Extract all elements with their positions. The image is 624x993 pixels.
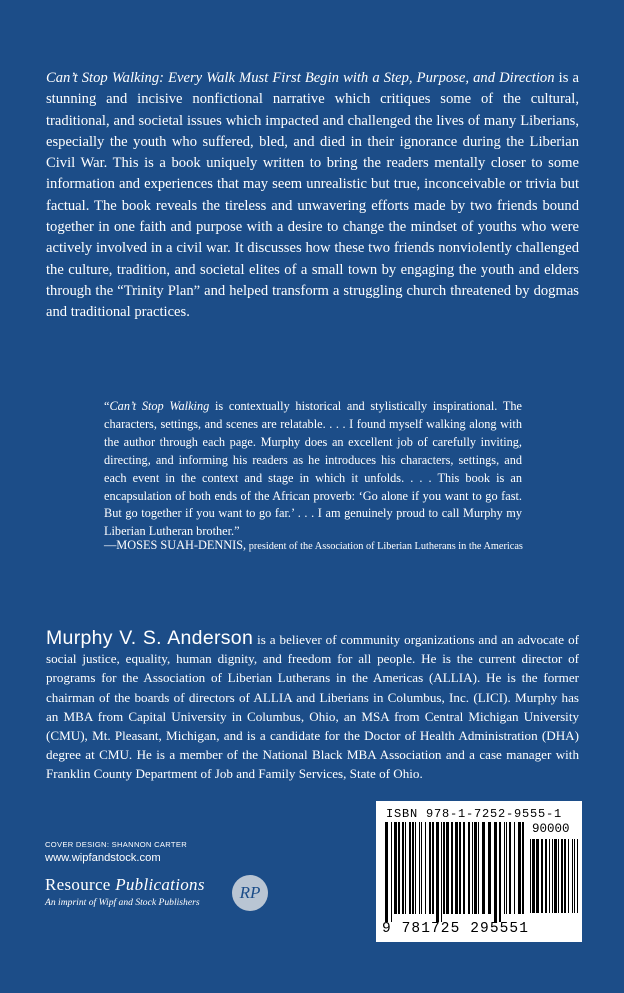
barcode-bar [509, 822, 511, 914]
attribution-name: —MOSES SUAH-DENNIS, [104, 538, 247, 552]
barcode-bar [451, 822, 453, 914]
barcode-bar [506, 822, 507, 914]
barcode-bar [530, 839, 531, 913]
barcode-bar [577, 839, 578, 913]
barcode-bar [541, 839, 543, 913]
barcode-bar [536, 839, 539, 913]
barcode-bar [478, 822, 479, 914]
barcode-main-bars [385, 822, 525, 922]
barcode-bar [443, 822, 445, 914]
barcode-bar [474, 822, 477, 914]
endorsement-attribution [104, 537, 524, 555]
barcode-bar [441, 822, 442, 922]
barcode-bar [561, 839, 563, 913]
attribution-role: president of the Association of Liberian Lutherans in the Americas [246, 541, 523, 552]
barcode-bar [429, 822, 431, 914]
barcode-bar [436, 822, 439, 922]
logo-monogram: RP [239, 883, 261, 902]
quote-body: is contextually historical and stylistically inspirational. The characters, settings, and scenes are relatable. . . . I found myself walking along with the author through each page. Murphy does an excellent job of carefully inviting, directing, and informing his readers as he introduces his characters, settings, and each event in the context and stage in which it unfolds. . . . This book is an encapsulation of both ends of the African proverb: ‘Go alone if you want to go fast. But go together if you want to go far.’ . . . I am genuinely proud to call Murphy my Liberian Lutheran brother.” [104, 399, 522, 539]
barcode-bar [425, 822, 426, 914]
barcode-bar [468, 822, 470, 914]
barcode-bar [504, 822, 505, 914]
cover-design-credit: COVER DESIGN: SHANNON CARTER [45, 840, 188, 849]
barcode-bar [472, 822, 473, 914]
barcode-bar [409, 822, 411, 914]
imprint-line: An imprint of Wipf and Stock Publishers [45, 897, 200, 908]
publisher-name [45, 875, 205, 895]
barcode-bar [412, 822, 414, 914]
barcode-bar [514, 822, 515, 914]
barcode-bar [558, 839, 559, 913]
barcode-bar [568, 839, 569, 913]
ean-digits: 9 781725 295551 [382, 921, 530, 937]
barcode-bar [459, 822, 461, 914]
barcode-bar [488, 822, 491, 914]
description-book-title: Can’t Stop Walking: Every Walk Must First Begin with a Step, Purpose, and Direction [46, 70, 555, 86]
barcode-bar [446, 822, 449, 914]
author-name: Murphy V. S. Anderson [46, 627, 254, 649]
barcode-bar [391, 822, 392, 922]
barcode-bar [415, 822, 416, 914]
price-code: 90000 [532, 822, 570, 836]
barcode-bar [499, 822, 501, 922]
barcode-bar [385, 822, 388, 922]
barcode-bar [532, 839, 535, 913]
barcode-bar [394, 822, 397, 914]
barcode-bar [463, 822, 465, 914]
barcode-bar [402, 822, 404, 914]
publisher-name-part2: Publications [115, 875, 205, 894]
barcode-bar [432, 822, 434, 914]
description-body: is a stunning and incisive nonfictional narrative which critiques some of the cultural, traditional, and societal issues which impacted and challenged the lives of many Liberians, especially the youth who suffered, bled, and died in their ignorance during the Liberian Civil War. This is a book uniquely written to bring the readers mentally closer to some information and experiences that may seem unrealistic but true, inconceivable or trivia but factual. The book reveals the tireless and unwavering efforts made by two friends bound together in one faith and purpose with a desire to change the mindset of youths who were actively involved in a civil war. It discusses how these two friends nonviolently challenged the culture, tradition, and societal elites of a small town by engaging the youth and elders through the “Trinity Plan” and helped transform a struggling church threatened by dogmas and traditional practices. [46, 70, 579, 321]
barcode-bar [419, 822, 420, 914]
barcode-bar [574, 839, 575, 913]
barcode-bar [398, 822, 400, 914]
book-description [46, 68, 579, 324]
author-bio-body: is a believer of community organizations and an advocate of social justice, equality, human dignity, and freedom for all people. He is the current director of programs for the Association of Liberian Lutherans in the Americas (ALLIA). He is the former chairman of the boards of directors of ALLIA and Liberians in Columbus, Inc. (LICI). Murphy has an MBA from Capital University in Columbus, Ohio, an MSA from Central Michigan University (CMU), Mt. Pleasant, Michigan, and is a candidate for the Doctor of Health Administration (DHA) degree at CMU. He is a member of the National Black MBA Association and a case manager with Franklin County Department of Job and Family Services, State of Ohio. [46, 632, 579, 782]
barcode-bar [564, 839, 566, 913]
publisher-logo-icon [232, 875, 268, 911]
author-bio [46, 629, 579, 784]
quote-book-title: Can’t Stop Walking [109, 399, 210, 413]
barcode-bar [482, 822, 485, 914]
barcode-bar [494, 822, 497, 922]
barcode-bar [545, 839, 547, 913]
quote-open-mark: “ [104, 399, 110, 413]
barcode-bar [522, 822, 524, 914]
barcode-addon-bars [530, 839, 578, 921]
barcode-bar [572, 839, 573, 913]
barcode-bar [421, 822, 422, 914]
barcode-bar [554, 839, 557, 913]
publisher-website: www.wipfandstock.com [45, 852, 161, 864]
barcode-bar [549, 839, 550, 913]
endorsement-quote [104, 398, 522, 541]
barcode-bar [518, 822, 521, 914]
barcode-bar [455, 822, 458, 914]
barcode-bar [405, 822, 406, 914]
barcode-bar [552, 839, 553, 913]
isbn-text: ISBN 978-1-7252-9555-1 [386, 807, 563, 821]
barcode-box [376, 801, 582, 942]
publisher-name-part1: Resource [45, 875, 116, 894]
